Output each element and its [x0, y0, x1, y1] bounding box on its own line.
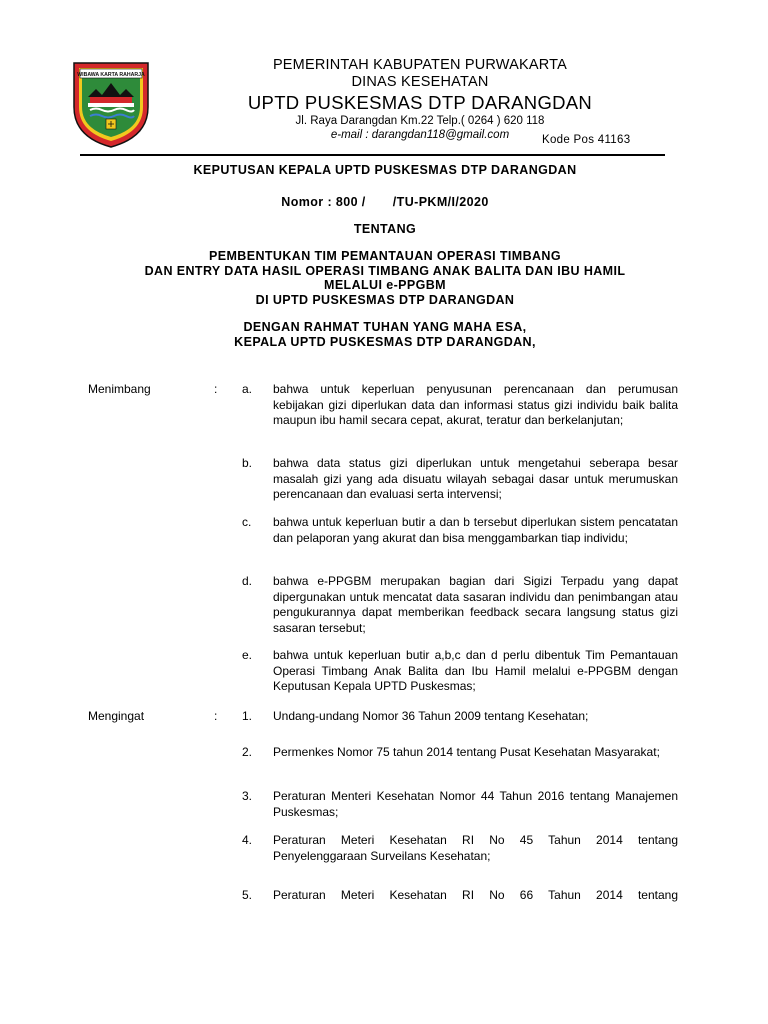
mengingat-marker-5: 5. — [242, 888, 253, 902]
subject-line: DI UPTD PUSKESMAS DTP DARANGDAN — [255, 292, 515, 307]
mengingat-item-2: Permenkes Nomor 75 tahun 2014 tentang Pusat Kesehatan Masyarakat; — [273, 745, 660, 759]
menimbang-colon: : — [214, 382, 218, 396]
mengingat-item-1: Undang-undang Nomor 36 Tahun 2009 tentang Kesehatan; — [273, 709, 589, 723]
mengingat-marker-2: 2. — [242, 745, 253, 759]
decree-subject — [60, 249, 710, 307]
institution-name: UPTD PUSKESMAS DTP DARANGDAN — [247, 92, 593, 113]
invocation-line: DENGAN RAHMAT TUHAN YANG MAHA ESA, — [243, 320, 527, 334]
mengingat-item-3: Peraturan Menteri Kesehatan Nomor 44 Tahun 2016 tentang Manajemen Puskesmas; — [273, 789, 678, 819]
menimbang-marker-b: b. — [242, 456, 253, 470]
menimbang-item-b: bahwa data status gizi diperlukan untuk mengetahui seberapa besar masalah gizi yang ada disuatu wilayah sebagai dasar untuk merumuskan perencanaan dan evaluasi serta intervensi; — [273, 456, 678, 501]
letterhead — [170, 57, 670, 142]
mengingat-item-4: Peraturan Meteri Kesehatan RI No 45 Tahun 2014 tentang Penyelenggaraan Surveilans Kesehatan; — [273, 833, 678, 863]
menimbang-item-d: bahwa e-PPGBM merupakan bagian dari Sigizi Terpadu yang dapat dipergunakan untuk mencatat data sasaran individu dan penimbangan atau pengukurannya dapat memberikan feedback secara langsung status gizi sasaran tersebut; — [273, 574, 678, 635]
menimbang-marker-e: e. — [242, 648, 253, 662]
government-name: PEMERINTAH KABUPATEN PURWAKARTA — [272, 57, 568, 73]
email-line: e-mail : darangdan118@gmail.com — [330, 129, 510, 141]
menimbang-marker-c: c. — [242, 515, 252, 529]
menimbang-label: Menimbang — [88, 382, 151, 396]
mengingat-marker-3: 3. — [242, 789, 253, 803]
address-line: Jl. Raya Darangdan Km.22 Telp.( 0264 ) 620 118 — [295, 115, 545, 127]
decree-number: Nomor : 800 / /TU-PKM/I/2020 — [281, 195, 489, 209]
subject-line: PEMBENTUKAN TIM PEMANTAUAN OPERASI TIMBANG — [209, 249, 561, 263]
invocation — [60, 320, 710, 350]
menimbang-item-c: bahwa untuk keperluan butir a dan b tersebut diperlukan sistem pencatatan dan pelaporan yang akurat dan bisa menggambarkan tiap individu; — [273, 515, 678, 545]
mengingat-marker-1: 1. — [242, 709, 253, 723]
decree-title: KEPUTUSAN KEPALA UPTD PUSKESMAS DTP DARANGDAN — [193, 163, 577, 177]
logo-motto-text: WIBAWA KARTA RAHARJA — [77, 72, 145, 78]
mengingat-label: Mengingat — [88, 709, 145, 723]
mengingat-marker-4: 4. — [242, 833, 253, 847]
invocation-line: KEPALA UPTD PUSKESMAS DTP DARANGDAN, — [234, 335, 536, 349]
mengingat-colon: : — [214, 709, 218, 723]
mengingat-item-5: Peraturan Meteri Kesehatan RI No 66 Tahun 2014 tentang — [273, 888, 678, 902]
tentang-heading: TENTANG — [353, 222, 417, 236]
subject-line: DAN ENTRY DATA HASIL OPERASI TIMBANG ANAK BALITA DAN IBU HAMIL — [144, 263, 626, 278]
letterhead-divider — [80, 154, 665, 156]
menimbang-item-e: bahwa untuk keperluan butir a,b,c dan d perlu dibentuk Tim Pemantauan Operasi Timbang Anak Balita dan Ibu Hamil melalui e-PPGBM dengan Keputusan Kepala UPTD Puskesmas; — [273, 648, 678, 693]
menimbang-marker-d: d. — [242, 574, 253, 588]
postal-code: Kode Pos 41163 — [542, 134, 631, 146]
menimbang-item-a: bahwa untuk keperluan penyusunan perencanaan dan perumusan kebijakan gizi diperlukan data dan informasi status gizi individu baik balita maupun ibu hamil secara cepat, akurat, teratur dan berkelanjutan; — [273, 382, 678, 427]
regency-emblem-logo — [66, 55, 156, 150]
subject-line: MELALUI e-PPGBM — [324, 278, 446, 292]
menimbang-marker-a: a. — [242, 382, 253, 396]
department-name: DINAS KESEHATAN — [351, 74, 489, 90]
